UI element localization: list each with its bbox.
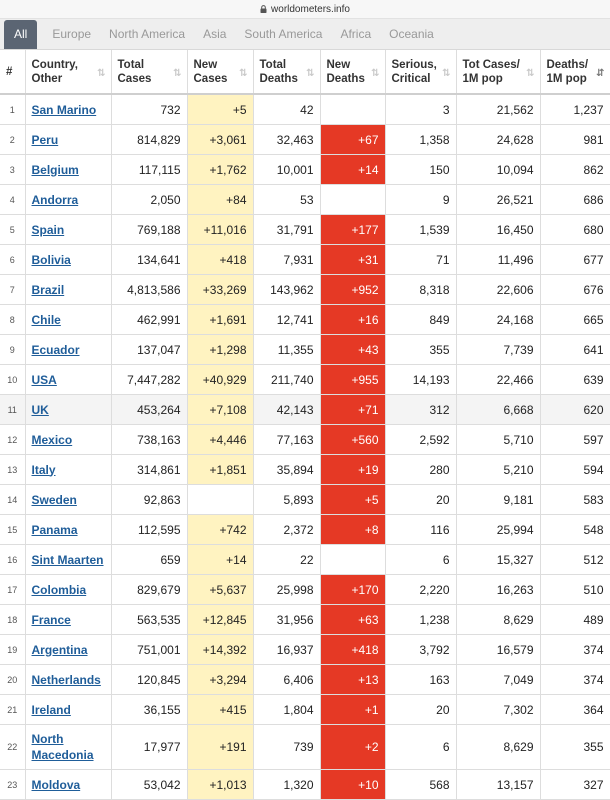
country-link[interactable]: Bolivia bbox=[31, 252, 71, 267]
new-cases-cell: +5,637 bbox=[187, 575, 253, 605]
header-country[interactable] bbox=[25, 50, 111, 94]
new-deaths-cell: +13 bbox=[320, 665, 385, 695]
new-deaths-cell: +19 bbox=[320, 455, 385, 485]
new-cases-cell: +1,298 bbox=[187, 335, 253, 365]
table-row bbox=[0, 245, 610, 275]
deaths-per-1m-cell: 374 bbox=[540, 635, 610, 665]
total-deaths-cell: 32,463 bbox=[253, 125, 320, 155]
header-label: New Cases bbox=[193, 58, 228, 85]
table-row bbox=[0, 185, 610, 215]
cases-per-1m-cell: 25,994 bbox=[456, 515, 540, 545]
total-cases-cell: 738,163 bbox=[111, 425, 187, 455]
new-cases-cell: +3,294 bbox=[187, 665, 253, 695]
new-deaths-cell: +14 bbox=[320, 155, 385, 185]
cases-per-1m-cell: 5,710 bbox=[456, 425, 540, 455]
total-deaths-cell: 77,163 bbox=[253, 425, 320, 455]
total-cases-cell: 732 bbox=[111, 94, 187, 125]
header-index[interactable] bbox=[0, 50, 25, 94]
deaths-per-1m-cell: 374 bbox=[540, 665, 610, 695]
table-row bbox=[0, 275, 610, 305]
new-cases-cell: +12,845 bbox=[187, 605, 253, 635]
new-cases-cell: +3,061 bbox=[187, 125, 253, 155]
new-deaths-cell: +560 bbox=[320, 425, 385, 455]
country-cell bbox=[25, 365, 111, 395]
total-deaths-cell: 35,894 bbox=[253, 455, 320, 485]
row-index: 14 bbox=[0, 485, 25, 515]
serious-critical-cell: 1,539 bbox=[385, 215, 456, 245]
table-row bbox=[0, 455, 610, 485]
lock-icon bbox=[260, 5, 267, 13]
row-index: 15 bbox=[0, 515, 25, 545]
header-label: Total Deaths bbox=[259, 58, 298, 85]
country-cell bbox=[25, 485, 111, 515]
country-cell bbox=[25, 94, 111, 125]
country-link[interactable]: Italy bbox=[31, 462, 56, 477]
serious-critical-cell: 6 bbox=[385, 725, 456, 770]
serious-critical-cell: 3 bbox=[385, 94, 456, 125]
tab-north-america[interactable]: North America bbox=[109, 27, 186, 41]
serious-critical-cell: 355 bbox=[385, 335, 456, 365]
new-deaths-cell: +1 bbox=[320, 695, 385, 725]
deaths-per-1m-cell: 355 bbox=[540, 725, 610, 770]
country-cell bbox=[25, 395, 111, 425]
country-cell bbox=[25, 335, 111, 365]
serious-critical-cell: 8,318 bbox=[385, 275, 456, 305]
new-deaths-cell: +67 bbox=[320, 125, 385, 155]
table-row bbox=[0, 215, 610, 245]
table-row bbox=[0, 605, 610, 635]
new-deaths-cell: +71 bbox=[320, 395, 385, 425]
total-deaths-cell: 16,937 bbox=[253, 635, 320, 665]
header-label: Tot Cases/ 1M pop bbox=[462, 58, 520, 85]
row-index: 21 bbox=[0, 695, 25, 725]
new-cases-cell: +11,016 bbox=[187, 215, 253, 245]
table-header-row bbox=[0, 50, 610, 94]
country-link[interactable]: Colombia bbox=[31, 582, 87, 597]
tab-europe[interactable]: Europe bbox=[52, 27, 92, 41]
table-row bbox=[0, 125, 610, 155]
header-label: New Deaths bbox=[326, 58, 365, 85]
country-link[interactable]: USA bbox=[31, 372, 57, 387]
browser-address-bar[interactable] bbox=[0, 0, 610, 18]
country-cell bbox=[25, 275, 111, 305]
new-deaths-cell: +170 bbox=[320, 575, 385, 605]
total-cases-cell: 2,050 bbox=[111, 185, 187, 215]
total-cases-cell: 829,679 bbox=[111, 575, 187, 605]
deaths-per-1m-cell: 665 bbox=[540, 305, 610, 335]
serious-critical-cell: 2,592 bbox=[385, 425, 456, 455]
new-deaths-cell: +177 bbox=[320, 215, 385, 245]
header-label: Serious, Critical bbox=[391, 58, 437, 85]
table-row bbox=[0, 485, 610, 515]
header-total-cases[interactable] bbox=[111, 50, 187, 94]
country-cell bbox=[25, 245, 111, 275]
total-deaths-cell: 1,320 bbox=[253, 770, 320, 800]
country-link[interactable]: UK bbox=[31, 402, 49, 417]
total-cases-cell: 120,845 bbox=[111, 665, 187, 695]
new-cases-cell: +191 bbox=[187, 725, 253, 770]
new-deaths-cell: +31 bbox=[320, 245, 385, 275]
total-deaths-cell: 7,931 bbox=[253, 245, 320, 275]
row-index: 22 bbox=[0, 725, 25, 770]
row-index: 8 bbox=[0, 305, 25, 335]
table-row bbox=[0, 365, 610, 395]
deaths-per-1m-cell: 676 bbox=[540, 275, 610, 305]
new-cases-cell: +33,269 bbox=[187, 275, 253, 305]
header-cases-per-1m[interactable] bbox=[456, 50, 540, 94]
country-cell bbox=[25, 305, 111, 335]
deaths-per-1m-cell: 512 bbox=[540, 545, 610, 575]
country-link[interactable]: Mexico bbox=[31, 432, 73, 447]
new-cases-cell: +7,108 bbox=[187, 395, 253, 425]
table-row bbox=[0, 770, 610, 800]
total-deaths-cell: 10,001 bbox=[253, 155, 320, 185]
table-row bbox=[0, 305, 610, 335]
country-link[interactable]: Argentina bbox=[31, 642, 88, 657]
serious-critical-cell: 3,792 bbox=[385, 635, 456, 665]
country-cell bbox=[25, 725, 111, 770]
serious-critical-cell: 312 bbox=[385, 395, 456, 425]
cases-per-1m-cell: 10,094 bbox=[456, 155, 540, 185]
total-deaths-cell: 739 bbox=[253, 725, 320, 770]
row-index: 9 bbox=[0, 335, 25, 365]
header-label: # bbox=[6, 65, 13, 78]
country-cell bbox=[25, 695, 111, 725]
cases-per-1m-cell: 8,629 bbox=[456, 725, 540, 770]
serious-critical-cell: 1,358 bbox=[385, 125, 456, 155]
new-deaths-cell: +952 bbox=[320, 275, 385, 305]
total-deaths-cell: 143,962 bbox=[253, 275, 320, 305]
table-row bbox=[0, 695, 610, 725]
deaths-per-1m-cell: 639 bbox=[540, 365, 610, 395]
header-deaths-per-1m[interactable] bbox=[540, 50, 610, 94]
total-cases-cell: 17,977 bbox=[111, 725, 187, 770]
new-cases-cell: +415 bbox=[187, 695, 253, 725]
country-cell bbox=[25, 665, 111, 695]
row-index: 7 bbox=[0, 275, 25, 305]
cases-per-1m-cell: 24,168 bbox=[456, 305, 540, 335]
country-cell bbox=[25, 605, 111, 635]
header-label: Deaths/ 1M pop bbox=[546, 58, 589, 85]
cases-per-1m-cell: 11,496 bbox=[456, 245, 540, 275]
header-serious-critical[interactable] bbox=[385, 50, 456, 94]
tab-oceania[interactable]: Oceania bbox=[389, 27, 434, 41]
total-cases-cell: 453,264 bbox=[111, 395, 187, 425]
deaths-per-1m-cell: 510 bbox=[540, 575, 610, 605]
total-deaths-cell: 5,893 bbox=[253, 485, 320, 515]
deaths-per-1m-cell: 862 bbox=[540, 155, 610, 185]
new-cases-cell: +14,392 bbox=[187, 635, 253, 665]
cases-per-1m-cell: 9,181 bbox=[456, 485, 540, 515]
new-cases-cell: +84 bbox=[187, 185, 253, 215]
row-index: 1 bbox=[0, 94, 25, 125]
deaths-per-1m-cell: 641 bbox=[540, 335, 610, 365]
deaths-per-1m-cell: 677 bbox=[540, 245, 610, 275]
cases-per-1m-cell: 16,450 bbox=[456, 215, 540, 245]
total-cases-cell: 7,447,282 bbox=[111, 365, 187, 395]
total-cases-cell: 659 bbox=[111, 545, 187, 575]
region-tabs bbox=[0, 18, 610, 50]
deaths-per-1m-cell: 620 bbox=[540, 395, 610, 425]
new-cases-cell: +5 bbox=[187, 94, 253, 125]
total-deaths-cell: 25,998 bbox=[253, 575, 320, 605]
deaths-per-1m-cell: 594 bbox=[540, 455, 610, 485]
sort-descending-icon: ⇵ bbox=[596, 68, 605, 79]
new-deaths-cell bbox=[320, 185, 385, 215]
country-cell bbox=[25, 425, 111, 455]
new-cases-cell: +14 bbox=[187, 545, 253, 575]
new-cases-cell: +1,691 bbox=[187, 305, 253, 335]
row-index: 6 bbox=[0, 245, 25, 275]
header-label: Country, Other bbox=[31, 58, 78, 85]
deaths-per-1m-cell: 548 bbox=[540, 515, 610, 545]
serious-critical-cell: 20 bbox=[385, 485, 456, 515]
cases-per-1m-cell: 26,521 bbox=[456, 185, 540, 215]
row-index: 4 bbox=[0, 185, 25, 215]
country-cell bbox=[25, 635, 111, 665]
table-row bbox=[0, 395, 610, 425]
total-deaths-cell: 42 bbox=[253, 94, 320, 125]
sort-icon: ⇅ bbox=[239, 68, 248, 79]
deaths-per-1m-cell: 489 bbox=[540, 605, 610, 635]
header-label: Total Cases bbox=[117, 58, 152, 85]
deaths-per-1m-cell: 364 bbox=[540, 695, 610, 725]
deaths-per-1m-cell: 327 bbox=[540, 770, 610, 800]
total-cases-cell: 751,001 bbox=[111, 635, 187, 665]
country-link[interactable]: North Macedonia bbox=[31, 732, 94, 762]
row-index: 13 bbox=[0, 455, 25, 485]
country-link[interactable]: Moldova bbox=[31, 777, 81, 792]
country-link[interactable]: Spain bbox=[31, 222, 65, 237]
country-link[interactable]: France bbox=[31, 612, 71, 627]
country-link[interactable]: Panama bbox=[31, 522, 78, 537]
serious-critical-cell: 14,193 bbox=[385, 365, 456, 395]
new-deaths-cell: +955 bbox=[320, 365, 385, 395]
new-cases-cell: +4,446 bbox=[187, 425, 253, 455]
deaths-per-1m-cell: 1,237 bbox=[540, 94, 610, 125]
deaths-per-1m-cell: 583 bbox=[540, 485, 610, 515]
country-link[interactable]: Andorra bbox=[31, 192, 79, 207]
total-deaths-cell: 6,406 bbox=[253, 665, 320, 695]
tab-asia[interactable]: Asia bbox=[203, 27, 227, 41]
table-row bbox=[0, 515, 610, 545]
total-deaths-cell: 1,804 bbox=[253, 695, 320, 725]
serious-critical-cell: 71 bbox=[385, 245, 456, 275]
total-deaths-cell: 211,740 bbox=[253, 365, 320, 395]
header-new-deaths[interactable] bbox=[320, 50, 385, 94]
covid-stats-table bbox=[0, 50, 610, 800]
new-cases-cell bbox=[187, 485, 253, 515]
total-deaths-cell: 22 bbox=[253, 545, 320, 575]
cases-per-1m-cell: 16,263 bbox=[456, 575, 540, 605]
cases-per-1m-cell: 5,210 bbox=[456, 455, 540, 485]
country-cell bbox=[25, 515, 111, 545]
total-cases-cell: 53,042 bbox=[111, 770, 187, 800]
total-deaths-cell: 42,143 bbox=[253, 395, 320, 425]
total-cases-cell: 314,861 bbox=[111, 455, 187, 485]
total-deaths-cell: 2,372 bbox=[253, 515, 320, 545]
total-cases-cell: 814,829 bbox=[111, 125, 187, 155]
table-row bbox=[0, 425, 610, 455]
new-deaths-cell: +5 bbox=[320, 485, 385, 515]
country-link[interactable]: Ecuador bbox=[31, 342, 80, 357]
cases-per-1m-cell: 16,579 bbox=[456, 635, 540, 665]
row-index: 10 bbox=[0, 365, 25, 395]
header-total-deaths[interactable] bbox=[253, 50, 320, 94]
cases-per-1m-cell: 24,628 bbox=[456, 125, 540, 155]
table-row bbox=[0, 575, 610, 605]
table-row bbox=[0, 635, 610, 665]
new-cases-cell: +1,762 bbox=[187, 155, 253, 185]
deaths-per-1m-cell: 597 bbox=[540, 425, 610, 455]
total-deaths-cell: 11,355 bbox=[253, 335, 320, 365]
new-cases-cell: +40,929 bbox=[187, 365, 253, 395]
country-link[interactable]: Netherlands bbox=[31, 672, 101, 687]
sort-icon: ⇅ bbox=[442, 68, 451, 79]
row-index: 18 bbox=[0, 605, 25, 635]
table-body bbox=[0, 94, 610, 800]
serious-critical-cell: 1,238 bbox=[385, 605, 456, 635]
tab-south-america[interactable]: South America bbox=[244, 27, 323, 41]
row-index: 12 bbox=[0, 425, 25, 455]
serious-critical-cell: 116 bbox=[385, 515, 456, 545]
new-cases-cell: +1,013 bbox=[187, 770, 253, 800]
new-deaths-cell: +16 bbox=[320, 305, 385, 335]
serious-critical-cell: 849 bbox=[385, 305, 456, 335]
country-link[interactable]: San Marino bbox=[31, 102, 97, 117]
country-cell bbox=[25, 455, 111, 485]
total-cases-cell: 563,535 bbox=[111, 605, 187, 635]
cases-per-1m-cell: 22,606 bbox=[456, 275, 540, 305]
tab-all[interactable]: All bbox=[4, 20, 37, 49]
serious-critical-cell: 2,220 bbox=[385, 575, 456, 605]
row-index: 16 bbox=[0, 545, 25, 575]
row-index: 2 bbox=[0, 125, 25, 155]
cases-per-1m-cell: 13,157 bbox=[456, 770, 540, 800]
new-deaths-cell: +2 bbox=[320, 725, 385, 770]
total-cases-cell: 36,155 bbox=[111, 695, 187, 725]
url-text: worldometers.info bbox=[271, 3, 350, 15]
row-index: 19 bbox=[0, 635, 25, 665]
country-cell bbox=[25, 770, 111, 800]
total-cases-cell: 134,641 bbox=[111, 245, 187, 275]
country-cell bbox=[25, 215, 111, 245]
row-index: 11 bbox=[0, 395, 25, 425]
serious-critical-cell: 280 bbox=[385, 455, 456, 485]
sort-icon: ⇅ bbox=[306, 68, 315, 79]
new-deaths-cell: +43 bbox=[320, 335, 385, 365]
sort-icon: ⇅ bbox=[371, 68, 380, 79]
new-deaths-cell: +63 bbox=[320, 605, 385, 635]
new-cases-cell: +1,851 bbox=[187, 455, 253, 485]
new-cases-cell: +742 bbox=[187, 515, 253, 545]
sort-icon: ⇅ bbox=[526, 68, 535, 79]
total-cases-cell: 4,813,586 bbox=[111, 275, 187, 305]
table-row bbox=[0, 665, 610, 695]
table-row bbox=[0, 335, 610, 365]
cases-per-1m-cell: 21,562 bbox=[456, 94, 540, 125]
serious-critical-cell: 20 bbox=[385, 695, 456, 725]
serious-critical-cell: 568 bbox=[385, 770, 456, 800]
cases-per-1m-cell: 8,629 bbox=[456, 605, 540, 635]
cases-per-1m-cell: 22,466 bbox=[456, 365, 540, 395]
table-row bbox=[0, 725, 610, 770]
total-cases-cell: 117,115 bbox=[111, 155, 187, 185]
country-cell bbox=[25, 125, 111, 155]
new-cases-cell: +418 bbox=[187, 245, 253, 275]
total-deaths-cell: 12,741 bbox=[253, 305, 320, 335]
country-link[interactable]: Ireland bbox=[31, 702, 71, 717]
total-cases-cell: 92,863 bbox=[111, 485, 187, 515]
total-cases-cell: 112,595 bbox=[111, 515, 187, 545]
cases-per-1m-cell: 7,302 bbox=[456, 695, 540, 725]
serious-critical-cell: 150 bbox=[385, 155, 456, 185]
deaths-per-1m-cell: 680 bbox=[540, 215, 610, 245]
total-deaths-cell: 53 bbox=[253, 185, 320, 215]
country-link[interactable]: Peru bbox=[31, 132, 59, 147]
total-cases-cell: 137,047 bbox=[111, 335, 187, 365]
country-link[interactable]: Sweden bbox=[31, 492, 77, 507]
serious-critical-cell: 163 bbox=[385, 665, 456, 695]
serious-critical-cell: 9 bbox=[385, 185, 456, 215]
country-cell bbox=[25, 155, 111, 185]
country-link[interactable]: Belgium bbox=[31, 162, 79, 177]
sort-icon: ⇅ bbox=[97, 68, 106, 79]
deaths-per-1m-cell: 981 bbox=[540, 125, 610, 155]
total-deaths-cell: 31,956 bbox=[253, 605, 320, 635]
new-deaths-cell: +8 bbox=[320, 515, 385, 545]
country-cell bbox=[25, 185, 111, 215]
row-index: 20 bbox=[0, 665, 25, 695]
total-cases-cell: 462,991 bbox=[111, 305, 187, 335]
row-index: 5 bbox=[0, 215, 25, 245]
header-new-cases[interactable] bbox=[187, 50, 253, 94]
cases-per-1m-cell: 7,049 bbox=[456, 665, 540, 695]
serious-critical-cell: 6 bbox=[385, 545, 456, 575]
cases-per-1m-cell: 7,739 bbox=[456, 335, 540, 365]
cases-per-1m-cell: 6,668 bbox=[456, 395, 540, 425]
table-row bbox=[0, 545, 610, 575]
country-link[interactable]: Chile bbox=[31, 312, 61, 327]
new-deaths-cell: +10 bbox=[320, 770, 385, 800]
new-deaths-cell: +418 bbox=[320, 635, 385, 665]
new-deaths-cell bbox=[320, 94, 385, 125]
tab-africa[interactable]: Africa bbox=[340, 27, 372, 41]
sort-icon: ⇅ bbox=[173, 68, 182, 79]
table-row bbox=[0, 155, 610, 185]
country-link[interactable]: Sint Maarten bbox=[31, 552, 104, 567]
row-index: 3 bbox=[0, 155, 25, 185]
country-link[interactable]: Brazil bbox=[31, 282, 65, 297]
total-deaths-cell: 31,791 bbox=[253, 215, 320, 245]
row-index: 23 bbox=[0, 770, 25, 800]
country-cell bbox=[25, 575, 111, 605]
row-index: 17 bbox=[0, 575, 25, 605]
new-deaths-cell bbox=[320, 545, 385, 575]
total-cases-cell: 769,188 bbox=[111, 215, 187, 245]
deaths-per-1m-cell: 686 bbox=[540, 185, 610, 215]
country-cell bbox=[25, 545, 111, 575]
table-row bbox=[0, 94, 610, 125]
cases-per-1m-cell: 15,327 bbox=[456, 545, 540, 575]
